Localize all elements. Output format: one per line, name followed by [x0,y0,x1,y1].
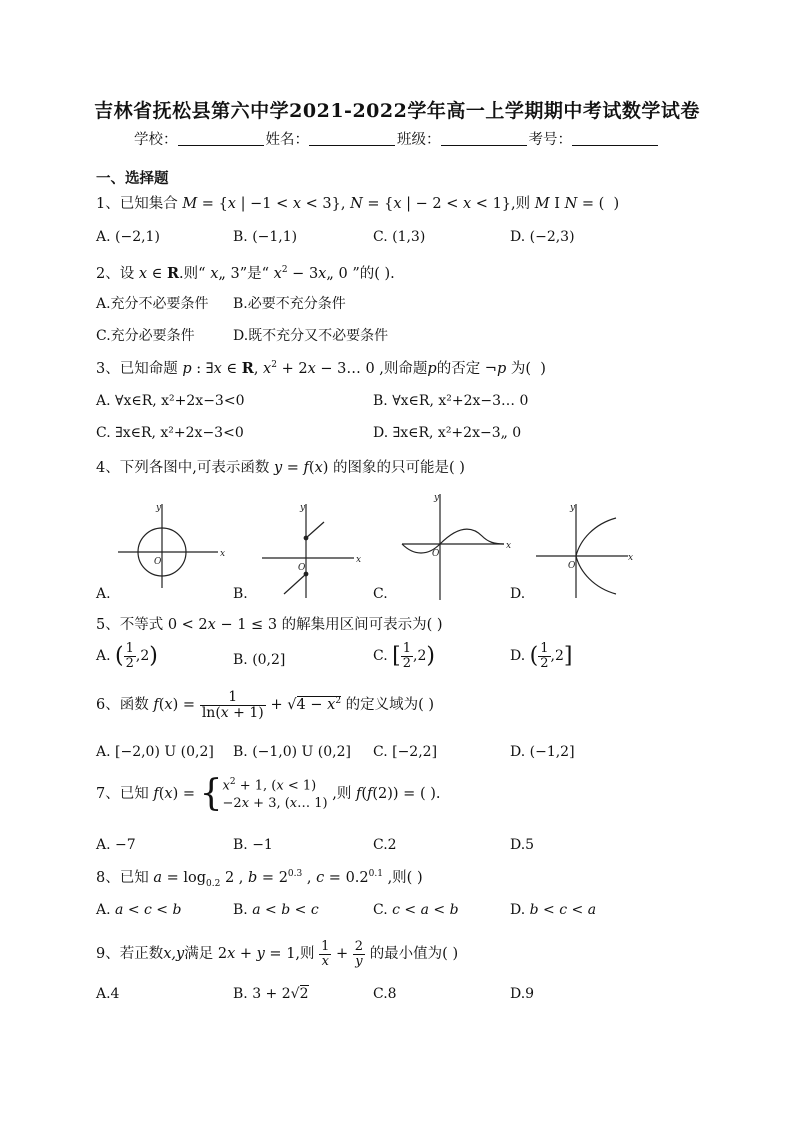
q5-option-c: C. [ $\frac{1}{2}$ ,2) [373,641,435,671]
q9-option-a: A.4 [96,986,120,1002]
q1-option-d: D. (−2,3) [510,229,575,245]
q6-option-d: D. (−1,2] [510,744,575,760]
q4-option-d: D. [510,586,526,602]
q4-option-b: B. [233,586,248,602]
q8-option-b-label: B. [233,902,248,918]
q4-option-c: C. [373,586,388,602]
q9-stem-end: 的最小值为( ) [369,946,459,963]
q2-stem: 2、设 [96,266,135,282]
exam-title: 吉林省抚松县第六中学2021-2022学年高一上学期期中考试数学试卷 [94,100,700,122]
q9-option-b: B. 3 + 2√2 [233,986,309,1002]
question-9: 9、若正数x,y满足 2x + y = 1,则 $\frac{1}{x}$ + $\frac{2}{y}$ 的最小值为( ) [96,939,459,969]
name-label: 姓名： [265,132,309,148]
q6-stem-end: 的定义域为( ) [345,697,435,714]
question-1: 1、已知集合 M = {x | −1 < x < 3}, N = {x | − 2 < x < 1},则 M I N = ( ) [96,196,620,212]
question-5: 5、不等式 0 < 2x − 1 ≤ 3 的解集用区间可表示为( ) [96,617,443,633]
q9-option-b-label: B. [233,986,248,1002]
class-label: 班级： [397,132,441,148]
q8-option-c: C. c < a < b [373,902,459,918]
q8-option-a-label: A. [96,902,111,918]
q6-option-c: C. [−2,2] [373,744,438,760]
graph-a-circle [118,500,228,590]
q6-option-b: B. (−1,0) U (0,2] [233,744,351,760]
q2-option-c: C.充分必要条件 [96,328,195,344]
svg-text:O: O [154,557,162,567]
q2-option-d: D.既不充分又不必要条件 [233,328,389,344]
svg-text:x: x [220,549,226,559]
q6-option-a: A. [−2,0) U (0,2] [96,744,214,760]
svg-text:O: O [298,563,306,573]
q4-stem: 4、下列各图中,可表示函数 [96,460,270,476]
section-title: 一、选择题 [96,170,169,187]
q3-stem: 3、已知命题 [96,361,178,377]
svg-text:y: y [156,503,162,513]
graph-c-wave [400,492,512,602]
name-blank [309,131,395,146]
svg-text:x: x [628,553,634,563]
graph-b-piecewise [258,500,368,600]
question-7: 7、已知 $f(x) = \{x^2 + 1$, (x < 1) −2x + 3, (x… 1) ,则 f(f(2)) = ( ). [96,773,441,815]
school-label: 学校： [134,132,178,148]
question-6: 6、函数 f(x) = $\frac{1}{\ln(x + 1)}$ + $√4 - x^2$ 的定义域为( ) [96,689,435,721]
q2-option-b: B.必要不充分条件 [233,296,346,312]
q4-stem-end: 的图象的只可能是( ) [333,460,465,476]
q8-stem-end: ,则( ) [387,870,423,886]
q8-option-c-label: C. [373,902,388,918]
question-8: 8、已知 $a = \log_{0.2} 2$ , $b = 2^{0.3}$ , $c = 0.2^{0.1}$ ,则( ) [96,869,423,889]
q9-option-d: D.9 [510,986,535,1002]
q3-option-a: A. ∀x∈R, x²+2x−3<0 [96,393,245,409]
svg-text:O: O [568,561,576,571]
exam-no-blank [572,131,658,146]
q8-option-d: D. b < c < a [510,902,597,918]
q4-option-a: A. [96,586,111,602]
q9-stem-mid: 满足 [184,946,214,963]
q1-option-b: B. (−1,1) [233,229,298,245]
svg-text:y: y [570,503,576,513]
q3-option-c: C. ∃x∈R, x²+2x−3<0 [96,425,244,441]
student-info-line [0,128,794,149]
q7-stem: 7、已知 [96,786,149,803]
svg-text:x: x [356,555,362,565]
q7-option-c: C.2 [373,837,397,853]
q9-stem: 9、若正数 [96,946,164,963]
q9-option-c: C.8 [373,986,397,1002]
q5-stem-end: 的解集用区间可表示为( ) [281,617,443,633]
svg-text:O: O [432,549,440,559]
class-blank [441,131,527,146]
q7-option-b: B. −1 [233,837,273,853]
q8-option-b: B. a < b < c [233,902,319,918]
q8-stem: 8、已知 [96,870,149,886]
q1-option-c: C. (1,3) [373,229,426,245]
q1-option-a: A. (−2,1) [96,229,160,245]
q5-stem: 5、不等式 [96,617,164,633]
svg-text:y: y [434,493,440,503]
q2-option-a: A.充分不必要条件 [96,296,209,312]
q5-option-a: A. ( $\frac{1}{2}$ ,2) [96,641,158,671]
q8-option-d-label: D. [510,902,526,918]
q3-option-b: B. ∀x∈R, x²+2x−3… 0 [373,393,529,409]
q5-option-b: B. (0,2] [233,652,286,668]
question-3: 3、已知命题 p : ∃x ∈ R, $x^2 + 2x$ − 3… 0 ,则命题p的否定 ¬p 为( ) [96,360,546,377]
q1-stem: 1、已知集合 [96,196,178,212]
q7-option-a: A. −7 [96,837,136,853]
svg-text:y: y [300,503,306,513]
svg-text:x: x [506,541,512,551]
q7-option-d: D.5 [510,837,535,853]
question-4: 4、下列各图中,可表示函数 y = f(x) 的图象的只可能是( ) [96,460,465,476]
graph-d-parabola [534,500,634,600]
question-2: 2、设 x ∈ R.则“ x„ 3”是“ $x^2$ − 3x„ 0 ”的( ). [96,265,395,282]
q5-option-d: D. ( $\frac{1}{2}$ ,2] [510,641,573,671]
exam-no-label: 考号： [528,132,572,148]
q6-stem: 6、函数 [96,697,149,714]
school-blank [178,131,264,146]
q3-option-d: D. ∃x∈R, x²+2x−3„ 0 [373,425,522,441]
q8-option-a: A. a < c < b [96,902,182,918]
